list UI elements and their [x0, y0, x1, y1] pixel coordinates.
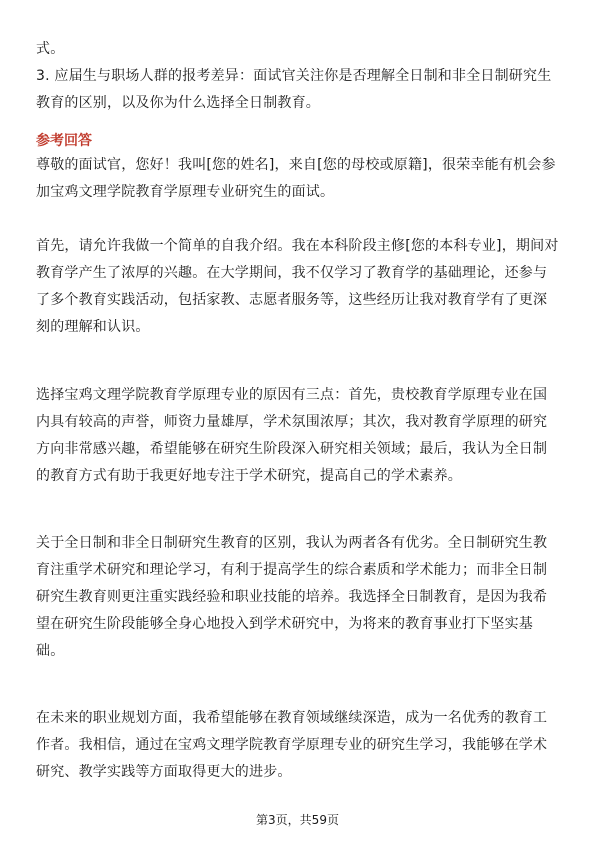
paragraph-fulltime-vs-parttime: 关于全日制和非全日制研究生教育的区别，我认为两者各有优劣。全日制研究生教育注重学术研究和理论学习，有利于提高学生的综合素质和学术能力；而非全日制研究生教育则更注重实践经验和职业技能的培养。我选择全日制教育，是因为我希望在研究生阶段能够全身心地投入到学术研究中，为将来的教育事业打下坚实基础。: [36, 535, 548, 659]
answer-heading: 参考回答: [36, 133, 92, 149]
paragraph-career-plan: 在未来的职业规划方面，我希望能够在教育领域继续深造，成为一名优秀的教育工作者。我相信，通过在宝鸡文理学院教育学原理专业的研究生学习，我能够在学术研究、教学实践等方面取得更大的进步。: [36, 710, 548, 780]
paragraph-reasons: 选择宝鸡文理学院教育学原理专业的原因有三点：首先，贵校教育学原理专业在国内具有较高的声誉，师资力量雄厚，学术氛围浓厚；其次，我对教育学原理的研究方向非常感兴趣，希望能够在研究生阶段深入研究相关领域；最后，我认为全日制的教育方式有助于我更好地专注于学术研究，提高自己的学术素养。: [36, 387, 548, 484]
paragraph-self-intro: 首先，请允许我做一个简单的自我介绍。我在本科阶段主修[您的本科专业]，期间对教育学产生了浓厚的兴趣。在大学期间，我不仅学习了教育学的基础理论，还参与了多个教育实践活动，包括家教、志愿者服务等，这些经历让我对教育学有了更深刻的理解和认识。: [36, 238, 559, 335]
paragraph-greeting: 尊敬的面试官，您好！我叫[您的姓名]，来自[您的母校或原籍]，很荣幸能有机会参加宝鸡文理学院教育学原理专业研究生的面试。: [36, 157, 556, 200]
page-footer: 第3页，共59页: [256, 813, 339, 827]
question-3: 3. 应届生与职场人群的报考差异：面试官关注你是否理解全日制和非全日制研究生教育的区别，以及你为什么选择全日制教育。: [36, 68, 552, 111]
continuation-text: 式。: [36, 41, 65, 57]
